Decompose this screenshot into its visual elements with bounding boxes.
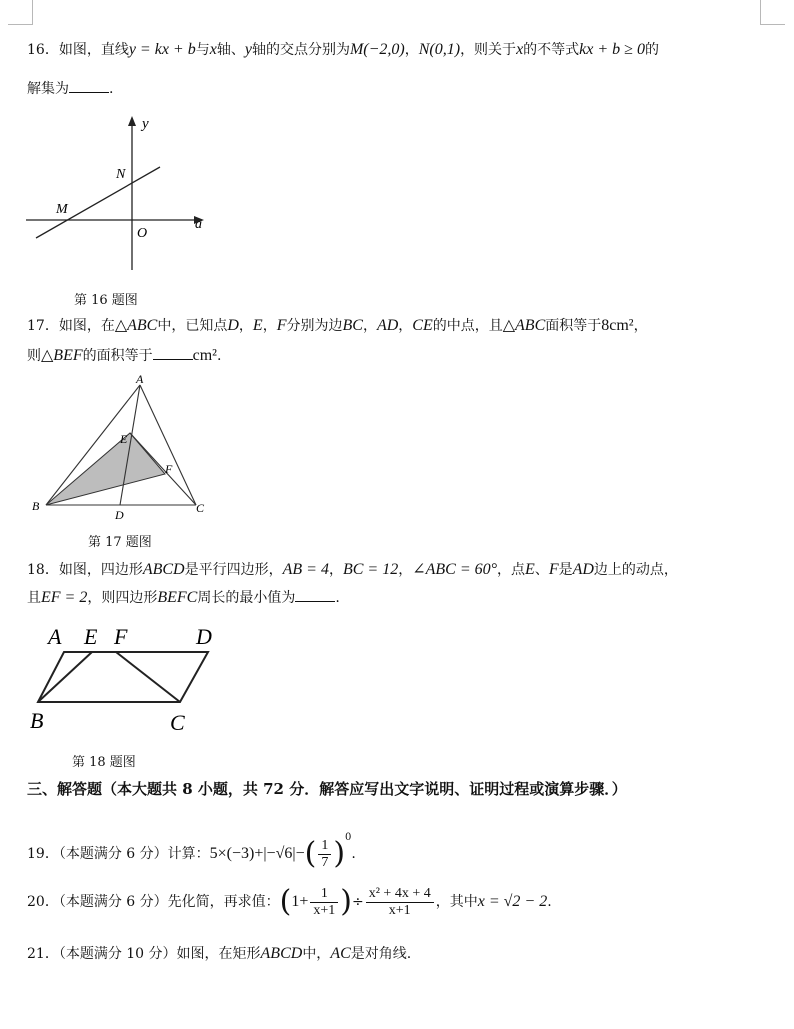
q18-caption: 第 18 题图 [72, 755, 136, 770]
q17-line-1: 17．如图，在△ABC中，已知点D，E，F分别为边BC，AD，CE的中点，且△ABC面积等于8cm²， [27, 317, 648, 334]
q18-line-2: 且EF = 2，则四边形BEFC周长的最小值为 . [27, 589, 340, 606]
shaded-triangle-bef [46, 433, 165, 505]
q16-figure [22, 110, 222, 280]
q16-line-1: 16．如图，直线y = kx + b与x轴、y轴的交点分别为M(−2,0)，N(0,1)，则关于x的不等式kx + b ≥ 0的 [27, 41, 659, 58]
parallelogram-abcd [38, 652, 208, 702]
label-d: D [115, 508, 124, 522]
label-d: D [196, 624, 212, 649]
q18-figure [28, 622, 228, 737]
label-x: a [195, 217, 202, 232]
side-ac [140, 385, 196, 505]
fraction-1-over-x-plus-1: $\frac{1}{x+1}$ [310, 886, 338, 919]
q19-line: 19．（本题满分 6 分）计算：5×(−3)+|−√6|−( $\frac{1}{7}$ )$^0$. [27, 832, 356, 871]
q17-line-2: 则△BEF的面积等于 cm². [27, 347, 222, 364]
q16-line-2: 解集为 . [27, 78, 113, 99]
q17-figure [28, 372, 218, 522]
label-a: A [136, 372, 144, 386]
segment-cf [116, 652, 180, 702]
label-b: B [30, 708, 44, 733]
label-f: F [165, 462, 173, 476]
page-corner-mark-right [760, 0, 785, 25]
answer-blank [295, 587, 335, 602]
label-o: O [137, 226, 148, 241]
q21-line: 21．（本题满分 10 分）如图，在矩形ABCD中，AC是对角线. [27, 945, 412, 962]
answer-blank [153, 345, 193, 360]
label-b: B [32, 499, 40, 513]
q18-line-1: 18．如图，四边形ABCD是平行四边形，AB = 4，BC = 12，∠ABC = 60°，点E、F是AD边上的动点， [27, 561, 678, 578]
label-c: C [170, 710, 185, 735]
fraction-quadratic-over-x-plus-1: $\frac{\text{x² + 4x + 4}}{x+1}$ [366, 886, 434, 919]
q17-caption: 第 17 题图 [88, 535, 152, 550]
label-c: C [196, 501, 205, 515]
label-m: M [56, 202, 68, 217]
label-n: N [116, 167, 126, 182]
fraction-one-seventh: $\frac{1}{7}$ [318, 838, 331, 871]
y-axis-arrow [128, 116, 136, 126]
page-corner-mark-left [8, 0, 33, 25]
q20-line: 20．（本题满分 6 分）先化简，再求值：(1+ $\frac{1}{x+1}$ )÷ $\frac{\text{x² + 4x + 4}}{x+1}$ ，其中x = √2 − 2. [27, 884, 552, 919]
label-y: y [142, 116, 149, 132]
segment-be [38, 652, 92, 702]
q16-caption: 第 16 题图 [74, 293, 138, 308]
section-3-heading: 三、解答题（本大题共 8 小题，共 72 分．解答应写出文字说明、证明过程或演算步骤．） [27, 780, 627, 798]
answer-blank [69, 78, 109, 93]
label-e: E [84, 624, 98, 649]
label-e: E [120, 432, 128, 446]
label-f: F [114, 624, 128, 649]
label-a: A [48, 624, 62, 649]
